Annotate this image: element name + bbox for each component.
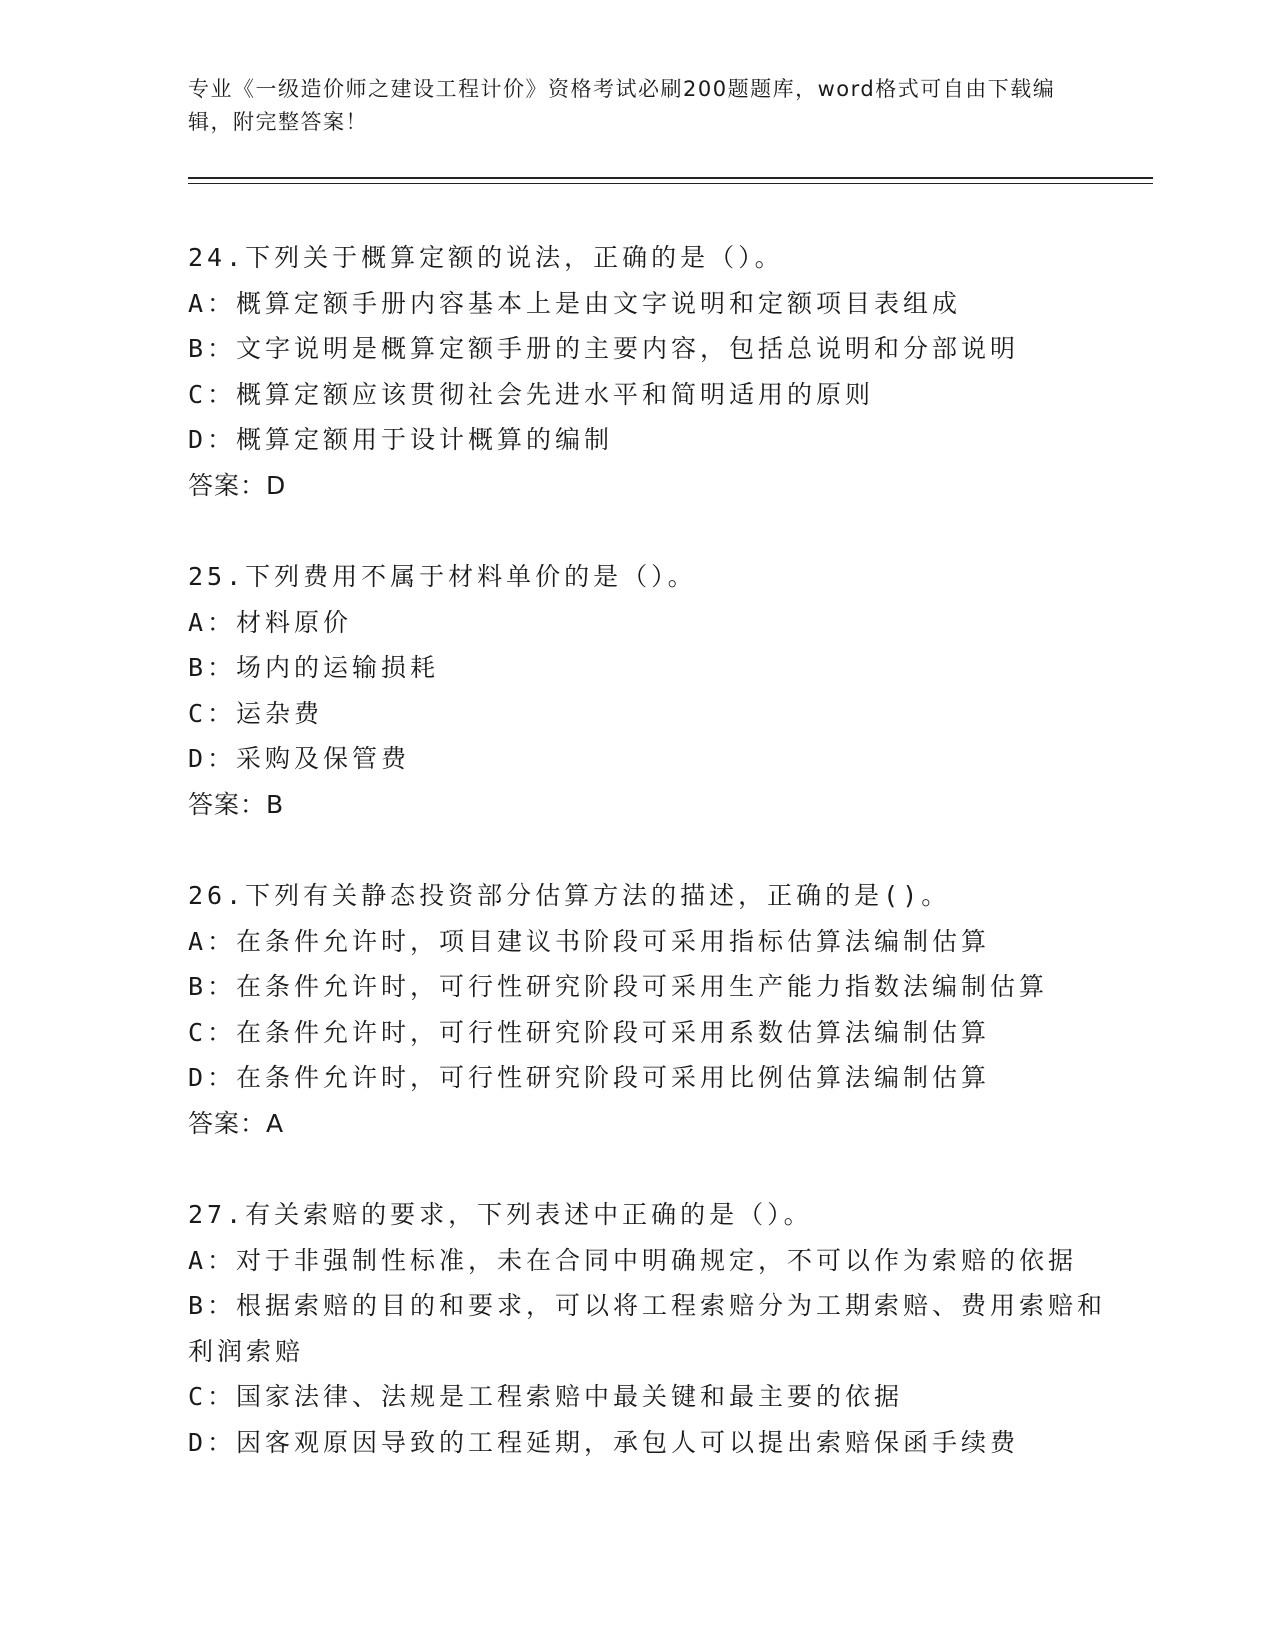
answer: 答案：A: [188, 1108, 285, 1138]
option-d: D：在条件允许时，可行性研究阶段可采用比例估算法编制估算: [188, 1063, 991, 1092]
question-stem: 24.下列关于概算定额的说法，正确的是（）。: [188, 243, 784, 272]
question-stem: 25.下列费用不属于材料单价的是（）。: [188, 562, 697, 591]
option-d: D：采购及保管费: [188, 744, 411, 773]
header-rule-thick: [188, 177, 1153, 179]
option-c: C：运杂费: [188, 698, 324, 728]
option-c: C：在条件允许时，可行性研究阶段可采用系数估算法编制估算: [188, 1017, 991, 1047]
question-25: [188, 554, 1108, 827]
option-b: B：场内的运输损耗: [188, 653, 440, 682]
document-header: 专业《一级造价师之建设工程计价》资格考试必刷200题题库，word格式可自由下载编辑，附完整答案！: [188, 77, 1056, 134]
option-a: A：在条件允许时，项目建议书阶段可采用指标估算法编制估算: [188, 926, 991, 956]
option-d: D：概算定额用于设计概算的编制: [188, 425, 614, 454]
option-d: D：因客观原因导致的工程延期，承包人可以提出索赔保函手续费: [188, 1427, 1020, 1457]
answer: 答案：B: [188, 789, 285, 819]
option-b: B：文字说明是概算定额手册的主要内容，包括总说明和分部说明: [188, 334, 1020, 363]
question-stem: 26.下列有关静态投资部分估算方法的描述，正确的是()。: [188, 881, 951, 910]
question-24: [188, 235, 1108, 508]
option-b: B：在条件允许时，可行性研究阶段可采用生产能力指数法编制估算: [188, 972, 1049, 1001]
question-26: [188, 873, 1108, 1146]
header-rule-thin: [188, 183, 1153, 184]
question-27: [188, 1192, 1108, 1465]
option-a: A：材料原价: [188, 607, 353, 637]
question-stem: 27.有关索赔的要求，下列表述中正确的是（）。: [188, 1200, 813, 1229]
option-c: C：概算定额应该贯彻社会先进水平和简明适用的原则: [188, 379, 875, 409]
option-c: C：国家法律、法规是工程索赔中最关键和最主要的依据: [188, 1382, 904, 1411]
option-a: A：对于非强制性标准，未在合同中明确规定，不可以作为索赔的依据: [188, 1245, 1078, 1275]
option-a: A：概算定额手册内容基本上是由文字说明和定额项目表组成: [188, 288, 962, 318]
answer: 答案：D: [188, 470, 287, 500]
option-b: B：根据索赔的目的和要求，可以将工程索赔分为工期索赔、费用索赔和利润索赔: [188, 1291, 1107, 1366]
